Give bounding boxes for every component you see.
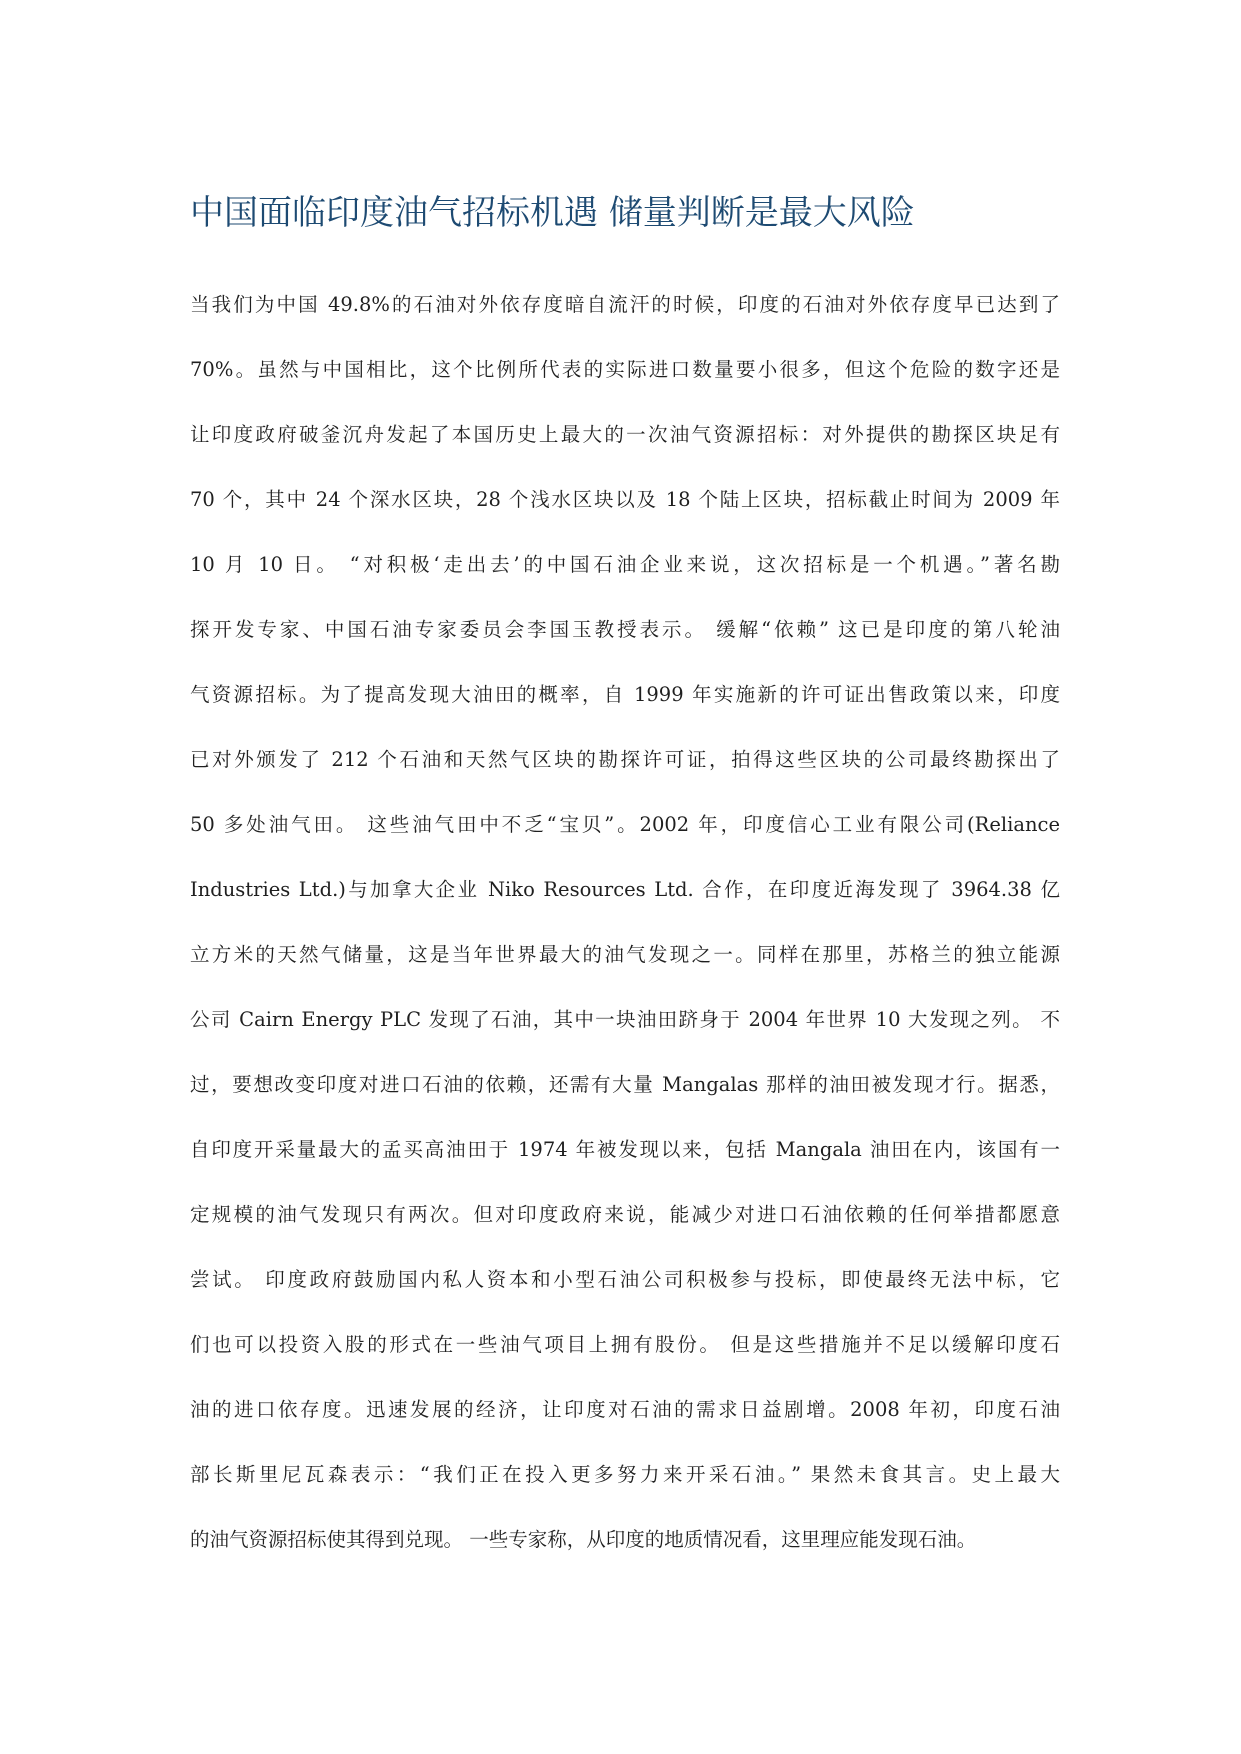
body-line: 立方米的天然气储量，这是当年世界最大的油气发现之一。同样在那里，苏格兰的独立能源 — [190, 943, 1060, 966]
body-line: Industries Ltd.)与加拿大企业 Niko Resources Ltd. 合作，在印度近海发现了 3964.38 亿 — [190, 878, 1060, 901]
body-line: 10 月 10 日。 “对积极‘走出去’的中国石油企业来说，这次招标是一个机遇。”著名勘 — [190, 553, 1060, 576]
body-line: 油的进口依存度。迅速发展的经济，让印度对石油的需求日益剧增。2008 年初，印度石油 — [190, 1398, 1060, 1421]
body-line: 当我们为中国 49.8%的石油对外依存度暗自流汗的时候，印度的石油对外依存度早已达到了 — [190, 293, 1060, 316]
body-line: 尝试。 印度政府鼓励国内私人资本和小型石油公司积极参与投标，即使最终无法中标，它 — [190, 1268, 1060, 1291]
body-line: 过，要想改变印度对进口石油的依赖，还需有大量 Mangalas 那样的油田被发现才行。据悉， — [190, 1073, 1060, 1096]
body-line: 气资源招标。为了提高发现大油田的概率，自 1999 年实施新的许可证出售政策以来，印度 — [190, 683, 1060, 706]
body-line: 70 个，其中 24 个深水区块，28 个浅水区块以及 18 个陆上区块，招标截止时间为 2009 年 — [190, 488, 1060, 511]
body-line: 的油气资源招标使其得到兑现。 一些专家称，从印度的地质情况看，这里理应能发现石油。 — [190, 1528, 977, 1551]
body-line: 公司 Cairn Energy PLC 发现了石油，其中一块油田跻身于 2004 年世界 10 大发现之列。 不 — [190, 1008, 1060, 1031]
article-body — [190, 290, 1060, 1590]
body-line: 探开发专家、中国石油专家委员会李国玉教授表示。 缓解“依赖” 这已是印度的第八轮油 — [190, 618, 1060, 641]
body-line: 定规模的油气发现只有两次。但对印度政府来说，能减少对进口石油依赖的任何举措都愿意 — [190, 1203, 1060, 1226]
body-line: 部长斯里尼瓦森表示：“我们正在投入更多努力来开采石油。” 果然未食其言。史上最大 — [190, 1463, 1060, 1486]
body-line: 70%。虽然与中国相比，这个比例所代表的实际进口数量要小很多，但这个危险的数字还是 — [190, 358, 1060, 381]
article-title: 中国面临印度油气招标机遇 储量判断是最大风险 — [190, 193, 915, 233]
body-line: 50 多处油气田。 这些油气田中不乏“宝贝”。2002 年，印度信心工业有限公司(Reliance — [190, 813, 1060, 836]
body-line: 们也可以投资入股的形式在一些油气项目上拥有股份。 但是这些措施并不足以缓解印度石 — [190, 1333, 1060, 1356]
body-line: 让印度政府破釜沉舟发起了本国历史上最大的一次油气资源招标：对外提供的勘探区块足有 — [190, 423, 1060, 446]
body-line: 已对外颁发了 212 个石油和天然气区块的勘探许可证，拍得这些区块的公司最终勘探出了 — [190, 748, 1060, 771]
body-line: 自印度开采量最大的孟买高油田于 1974 年被发现以来，包括 Mangala 油田在内，该国有一 — [190, 1138, 1060, 1161]
